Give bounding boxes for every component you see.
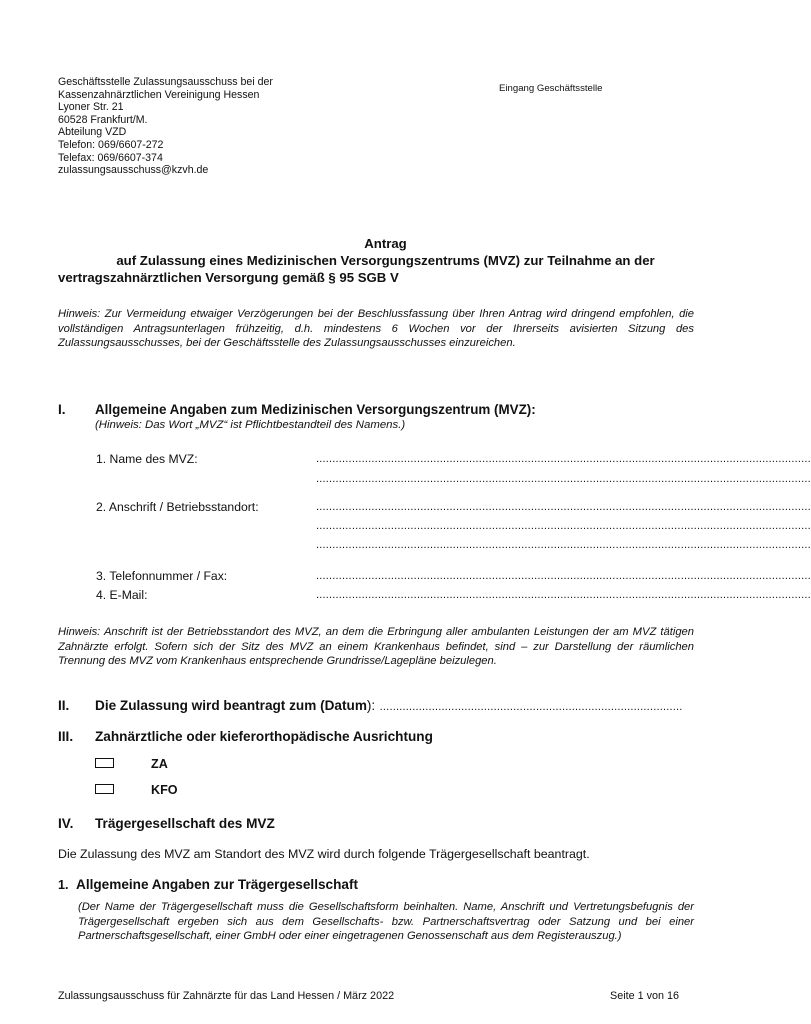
section-suffix: ): xyxy=(366,698,376,713)
subsection-title: Allgemeine Angaben zur Trägergesellschaft xyxy=(76,877,359,892)
footer-text: Zulassungsausschuss für Zahnärzte für das Land Hessen / März 2022 xyxy=(58,990,395,1002)
za-label: ZA xyxy=(151,757,168,771)
name-input-line[interactable]: ........................................................................................................................................................ xyxy=(316,473,811,485)
section-title: Trägergesellschaft des MVZ xyxy=(95,816,275,831)
section-text: Die Zulassung des MVZ am Standort des MVZ wird durch folgende Trägergesellschaft beantragt. xyxy=(58,847,590,861)
phone-input-line[interactable]: ........................................................................................................................................................ xyxy=(316,570,811,582)
section-title: Zahnärztliche oder kieferorthopädische Ausrichtung xyxy=(95,729,433,744)
hint-paragraph: Hinweis: Anschrift ist der Betriebsstandort des MVZ, an dem die Erbringung aller ambulanten Leistungen der am MVZ tätigen Zahnärzte erfolgt. Sofern sich der Sitz des MVZ an einem Krankenhaus befindet, sind – zur Darstellung der räumlichen Trennung des MVZ vom Krankenhaus entsprechende Grundrisse/Lagepläne beizulegen. xyxy=(58,626,694,668)
date-input-line[interactable]: ............................................................................................. xyxy=(379,701,683,713)
field-label-name: 1. Name des MVZ: xyxy=(96,452,198,466)
field-label-phone: 3. Telefonnummer / Fax: xyxy=(96,569,228,583)
doc-title-line3: vertragszahnärztlichen Versorgung gemäß § 95 SGB V xyxy=(58,270,399,285)
address-line: Kassenzahnärztlichen Vereinigung Hessen xyxy=(58,88,260,101)
section-number: IV. xyxy=(58,816,74,831)
address-email: zulassungsausschuss@kzvh.de xyxy=(58,164,209,177)
address-input-line[interactable]: ........................................................................................................................................................ xyxy=(316,520,811,532)
subsection-note: (Der Name der Trägergesellschaft muss die Gesellschaftsform beinhalten. Name, Anschrift und Vertretungsbefugnis der Trägergesellschaft ergeben sich aus dem Gesellschafts- bzw. Partnerschaftsvertrag oder Satzung und bei einer Partnerschaftsgesellschaft, einer GmbH oder einer eingetragenen Genossenschaft aus dem Registerauszug.) xyxy=(78,901,694,943)
address-line: Telefon: 069/6607-272 xyxy=(58,138,164,151)
address-line: 60528 Frankfurt/M. xyxy=(58,113,148,126)
section-title: Allgemeine Angaben zum Medizinischen Versorgungszentrum (MVZ): xyxy=(95,402,536,417)
address-input-line[interactable]: ........................................................................................................................................................ xyxy=(316,539,811,551)
section-note: (Hinweis: Das Wort „MVZ“ ist Pflichtbestandteil des Namens.) xyxy=(95,419,406,431)
doc-title: Antrag xyxy=(364,236,407,251)
name-input-line[interactable]: ........................................................................................................................................................ xyxy=(316,453,811,465)
section-2-row xyxy=(95,697,683,715)
kfo-label: KFO xyxy=(151,783,178,797)
hint-paragraph: Hinweis: Zur Vermeidung etwaiger Verzögerungen bei der Beschlussfassung über Ihren Antrag wird dringend empfohlen, die vollständigen Antragsunterlagen frühzeitig, d.h. mindestens 6 Wochen vor der Ihrerseits avisierten Sitzung des Zulassungsausschusses, bei der Geschäftsstelle des Zulassungsausschusses einzureichen. xyxy=(58,308,694,350)
address-line: Lyoner Str. 21 xyxy=(58,101,124,114)
address-line: Geschäftsstelle Zulassungsausschuss bei der xyxy=(58,76,273,88)
za-checkbox[interactable] xyxy=(95,758,114,768)
subsection-number: 1. xyxy=(58,878,69,892)
address-block xyxy=(58,76,273,177)
section-number: II. xyxy=(58,698,70,713)
address-input-line[interactable]: ........................................................................................................................................................ xyxy=(316,501,811,513)
doc-title-line2: auf Zulassung eines Medizinischen Versorgungszentrums (MVZ) zur Teilnahme an der xyxy=(116,253,655,268)
section-title: Die Zulassung wird beantragt zum (Datum xyxy=(95,698,367,713)
section-number: III. xyxy=(58,729,74,744)
field-label-address: 2. Anschrift / Betriebsstandort: xyxy=(96,500,259,514)
eingang-label: Eingang Geschäftsstelle xyxy=(499,83,603,94)
address-line: Abteilung VZD xyxy=(58,126,127,139)
kfo-checkbox[interactable] xyxy=(95,784,114,794)
address-line: Telefax: 069/6607-374 xyxy=(58,151,163,164)
email-input-line[interactable]: ........................................................................................................................................................ xyxy=(316,589,811,601)
section-number: I. xyxy=(58,402,66,417)
page-number: Seite 1 von 16 xyxy=(610,990,680,1002)
field-label-email: 4. E-Mail: xyxy=(96,588,148,602)
